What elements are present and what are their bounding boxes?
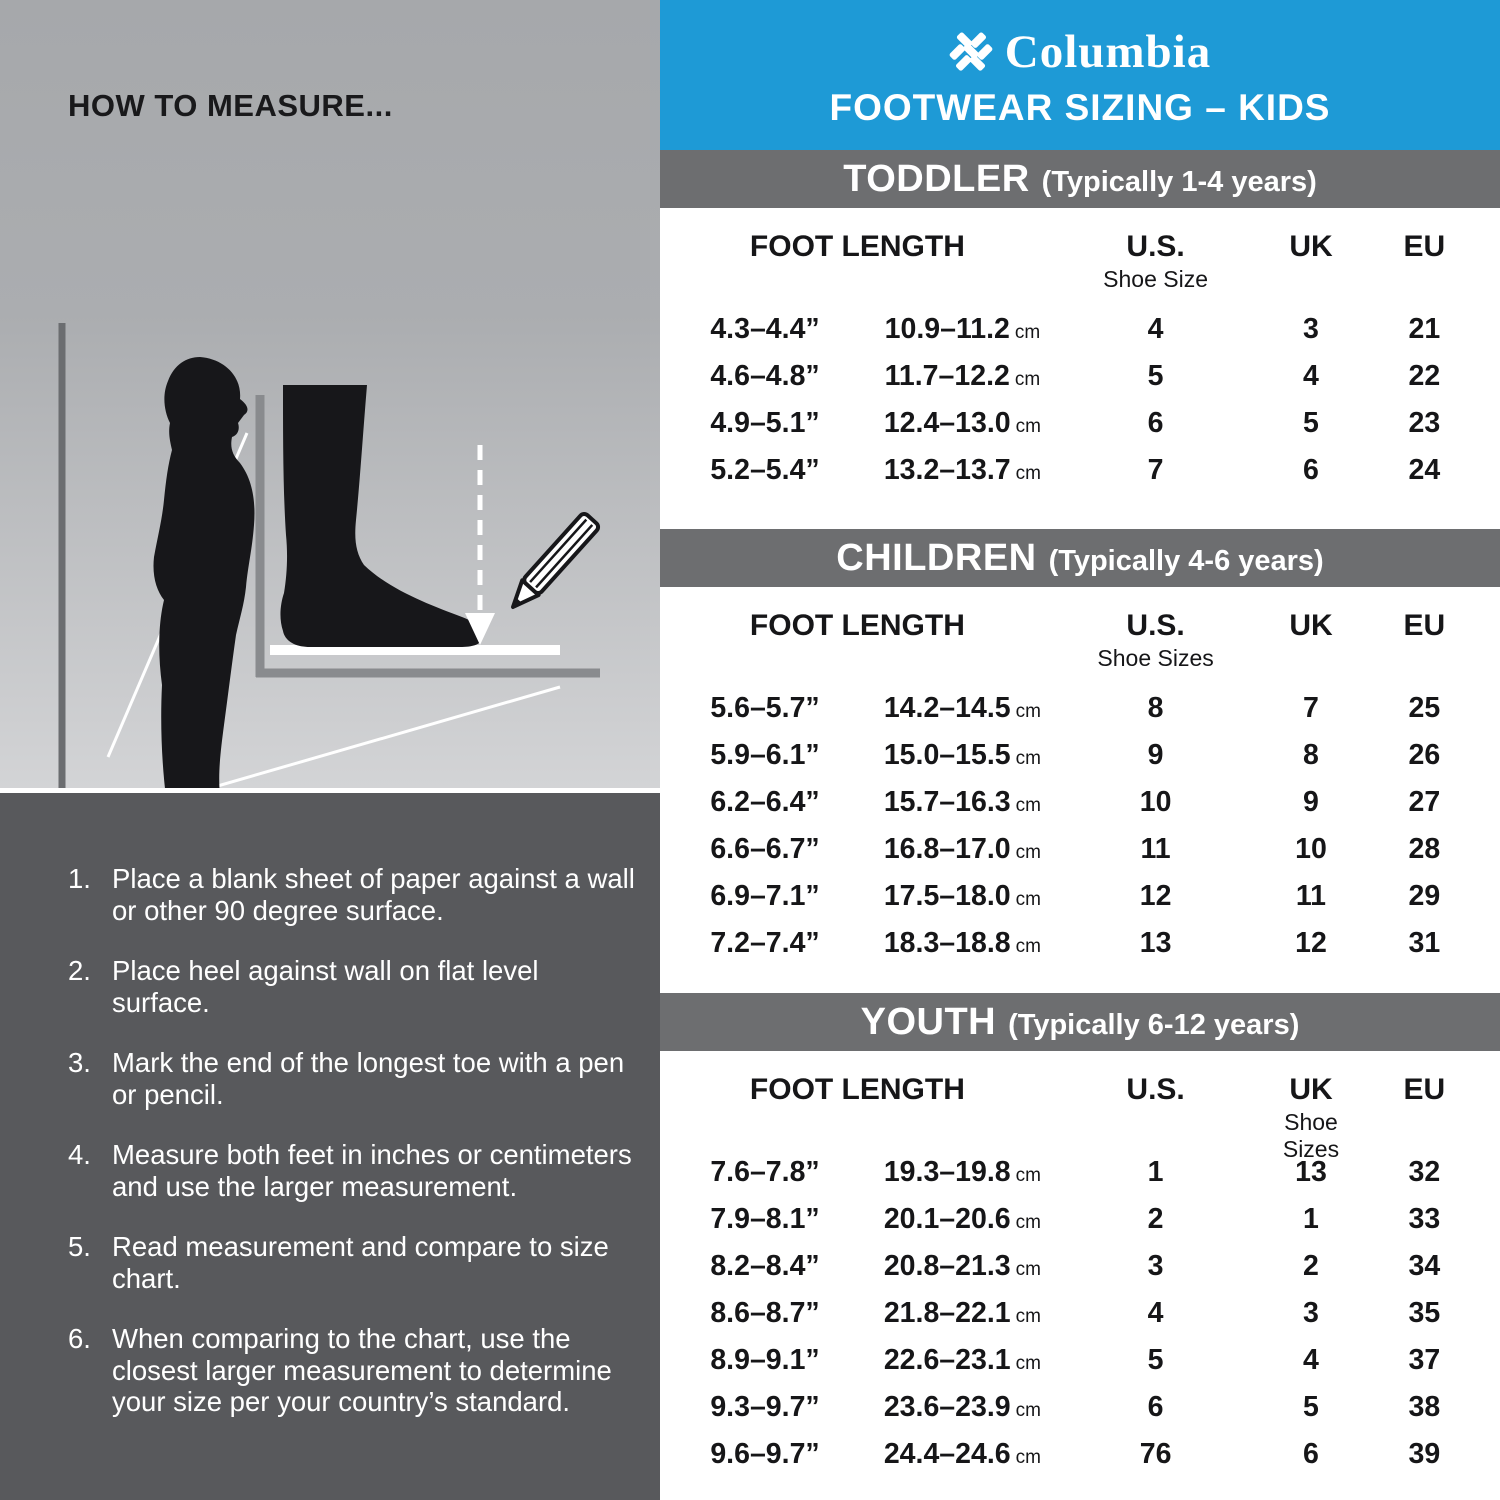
cm-unit-label: cm — [1015, 1400, 1041, 1421]
us-size-value: 9 — [1147, 739, 1164, 771]
shoe-size-subline: Shoe Sizes — [1282, 1109, 1340, 1162]
foot-length-cm-value: 21.8–22.1 cm — [883, 1297, 1041, 1329]
cm-unit-label: cm — [1015, 1353, 1041, 1374]
table-row — [660, 447, 1500, 494]
foot-length-inches-value: 8.9–9.1” — [710, 1344, 820, 1376]
us-size-value: 10 — [1139, 786, 1172, 818]
table-subheader-row — [660, 645, 1500, 677]
foot-length-inches-value: 8.6–8.7” — [710, 1297, 820, 1329]
brand-header — [660, 0, 1500, 150]
cm-unit-label: cm — [1015, 701, 1041, 722]
eu-size-value: 38 — [1408, 1391, 1441, 1423]
measure-illustration-area — [0, 0, 660, 788]
table-row — [660, 353, 1500, 400]
cm-unit-label: cm — [1014, 369, 1041, 390]
section-band — [660, 150, 1500, 208]
cm-unit-label: cm — [1015, 1447, 1041, 1468]
col-header-eu: EU — [1403, 1073, 1446, 1106]
foot-length-inches-value: 5.6–5.7” — [710, 692, 820, 724]
col-header-uk: UK — [1289, 609, 1333, 642]
cm-unit-label: cm — [1015, 889, 1041, 910]
table-row — [660, 873, 1500, 920]
how-to-measure-title: HOW TO MEASURE... — [68, 88, 393, 123]
section-name: TODDLER — [843, 158, 1030, 200]
brand-name: Columbia — [1004, 26, 1212, 78]
eu-size-value: 21 — [1408, 313, 1441, 345]
section-age-note: (Typically 1-4 years) — [1041, 166, 1317, 198]
us-size-value: 6 — [1147, 1391, 1164, 1423]
eu-size-value: 22 — [1408, 360, 1441, 392]
uk-size-value: 4 — [1303, 360, 1319, 392]
foot-length-cm-value: 22.6–23.1 cm — [883, 1344, 1041, 1376]
table-rows — [660, 1149, 1500, 1478]
us-size-value: 7 — [1147, 454, 1164, 486]
person-silhouette — [153, 357, 264, 809]
cm-unit-label: cm — [1015, 842, 1041, 863]
size-table — [660, 587, 1500, 967]
foot-length-inches-value: 4.3–4.4” — [710, 313, 820, 345]
eu-size-value: 31 — [1408, 927, 1441, 959]
cm-unit-label: cm — [1015, 748, 1041, 769]
foot-length-inches-value: 6.9–7.1” — [710, 880, 820, 912]
foot-silhouette — [280, 385, 482, 647]
foot-length-inches-value: 4.9–5.1” — [710, 407, 820, 439]
us-size-value: 1 — [1147, 1156, 1164, 1188]
table-row — [660, 1149, 1500, 1196]
size-table — [660, 208, 1500, 494]
foot-length-cm-value: 24.4–24.6 cm — [883, 1438, 1041, 1470]
table-row — [660, 826, 1500, 873]
shoe-size-subline — [1055, 1109, 1257, 1141]
eu-size-value: 37 — [1408, 1344, 1441, 1376]
uk-size-value: 10 — [1295, 833, 1327, 865]
foot-length-inches-value: 6.2–6.4” — [710, 786, 820, 818]
cm-unit-label: cm — [1015, 416, 1041, 437]
cm-unit-label: cm — [1015, 1259, 1041, 1280]
foot-length-inches-value: 5.9–6.1” — [710, 739, 820, 771]
foot-length-cm-value: 15.7–16.3 cm — [883, 786, 1041, 818]
foot-length-inches-value: 4.6–4.8” — [710, 360, 820, 392]
eu-size-value: 34 — [1408, 1250, 1441, 1282]
eu-size-value: 26 — [1408, 739, 1441, 771]
table-row — [660, 1243, 1500, 1290]
uk-size-value: 2 — [1303, 1250, 1319, 1282]
uk-size-value: 13 — [1295, 1156, 1327, 1188]
table-row — [660, 1384, 1500, 1431]
instruction-item: 5. Read measurement and compare to size chart. — [68, 1231, 609, 1294]
section-toddler — [660, 150, 1500, 494]
table-row — [660, 1431, 1500, 1478]
col-header-us: U.S. — [1126, 1073, 1185, 1106]
us-size-value: 76 — [1139, 1438, 1172, 1470]
foot-length-cm-value: 20.1–20.6 cm — [883, 1203, 1041, 1235]
col-header-eu: EU — [1403, 609, 1446, 642]
foot-length-cm-value: 12.4–13.0 cm — [883, 407, 1041, 439]
section-age-note: (Typically 4-6 years) — [1048, 545, 1324, 577]
section-youth — [660, 993, 1500, 1478]
uk-size-value: 6 — [1303, 1438, 1319, 1470]
foot-length-cm-value: 16.8–17.0 cm — [883, 833, 1041, 865]
pencil-icon — [505, 512, 600, 614]
eu-size-value: 28 — [1408, 833, 1441, 865]
table-row — [660, 1337, 1500, 1384]
shoe-size-subline: Shoe Sizes — [1097, 645, 1214, 671]
foot-length-inches-value: 6.6–6.7” — [710, 833, 820, 865]
foot-length-cm-value: 11.7–12.2 cm — [884, 360, 1041, 392]
eu-size-value: 25 — [1408, 692, 1441, 724]
section-name: CHILDREN — [836, 537, 1037, 579]
table-row — [660, 400, 1500, 447]
foot-length-inches-value: 8.2–8.4” — [710, 1250, 820, 1282]
eu-size-value: 23 — [1408, 407, 1441, 439]
size-table — [660, 1051, 1500, 1478]
uk-size-value: 1 — [1303, 1203, 1319, 1235]
shoe-size-subline — [1256, 645, 1365, 677]
table-rows — [660, 306, 1500, 494]
how-to-measure-panel — [0, 0, 660, 1500]
table-header-row — [660, 220, 1500, 264]
uk-size-value: 6 — [1303, 454, 1319, 486]
instruction-item: 6. When comparing to the chart, use the closest larger measurement to determine your size per your country’s standard. — [68, 1323, 612, 1417]
section-band — [660, 529, 1500, 587]
section-age-note: (Typically 6-12 years) — [1008, 1009, 1300, 1041]
table-row — [660, 779, 1500, 826]
us-size-value: 13 — [1139, 927, 1172, 959]
us-size-value: 4 — [1147, 1297, 1164, 1329]
uk-size-value: 5 — [1303, 1391, 1319, 1423]
foot-length-cm-value: 14.2–14.5 cm — [883, 692, 1041, 724]
foot-length-inches-value: 7.6–7.8” — [710, 1156, 820, 1188]
table-subheader-row — [660, 1109, 1500, 1162]
eu-size-value: 27 — [1408, 786, 1441, 818]
foot-length-cm-value: 23.6–23.9 cm — [883, 1391, 1041, 1423]
instruction-item: 4. Measure both feet in inches or centimeters and use the larger measurement. — [68, 1139, 632, 1202]
instruction-item: 1. Place a blank sheet of paper against a wall or other 90 degree surface. — [68, 863, 635, 926]
us-size-value: 3 — [1147, 1250, 1164, 1282]
uk-size-value: 4 — [1303, 1344, 1319, 1376]
eu-size-value: 35 — [1408, 1297, 1441, 1329]
table-header-row — [660, 599, 1500, 643]
col-header-uk: UK — [1289, 1073, 1333, 1106]
instruction-item: 3. Mark the end of the longest toe with a pen or pencil. — [68, 1047, 625, 1110]
table-rows — [660, 685, 1500, 967]
us-size-value: 5 — [1147, 1344, 1164, 1376]
shoe-size-subline — [1256, 266, 1365, 298]
uk-size-value: 3 — [1303, 313, 1319, 345]
cm-unit-label: cm — [1015, 795, 1041, 816]
uk-size-value: 5 — [1303, 407, 1319, 439]
col-header-eu: EU — [1403, 230, 1446, 263]
cm-unit-label: cm — [1015, 1212, 1041, 1233]
cm-unit-label: cm — [1015, 936, 1041, 957]
sizing-chart-panel — [660, 0, 1500, 1500]
measuring-illustration — [0, 295, 660, 815]
foot-length-cm-value: 10.9–11.2 cm — [884, 313, 1041, 345]
brand-row — [949, 25, 1212, 79]
foot-length-cm-value: 19.3–19.8 cm — [883, 1156, 1041, 1188]
instructions-panel — [0, 788, 660, 1500]
us-size-value: 12 — [1139, 880, 1172, 912]
table-row — [660, 920, 1500, 967]
col-header-us: U.S. — [1126, 230, 1185, 263]
us-size-value: 11 — [1140, 833, 1171, 865]
us-size-value: 8 — [1147, 692, 1164, 724]
cm-unit-label: cm — [1015, 463, 1041, 484]
col-header-us: U.S. — [1126, 609, 1185, 642]
page-title: FOOTWEAR SIZING – KIDS — [829, 87, 1331, 128]
col-header-foot-length: FOOT LENGTH — [749, 230, 965, 263]
shoe-size-subline: Shoe Size — [1103, 266, 1209, 292]
eu-size-value: 33 — [1408, 1203, 1441, 1235]
eu-size-value: 39 — [1408, 1438, 1441, 1470]
foot-length-inches-value: 7.9–8.1” — [710, 1203, 820, 1235]
table-row — [660, 732, 1500, 779]
table-header-row — [660, 1063, 1500, 1107]
eu-size-value: 24 — [1408, 454, 1441, 486]
instruction-item: 2. Place heel against wall on flat level surface. — [68, 955, 539, 1018]
section-children — [660, 529, 1500, 967]
uk-size-value: 8 — [1303, 739, 1319, 771]
section-band — [660, 993, 1500, 1051]
foot-length-cm-value: 17.5–18.0 cm — [883, 880, 1041, 912]
table-row — [660, 1290, 1500, 1337]
us-size-value: 4 — [1147, 313, 1164, 345]
foot-length-inches-value: 9.3–9.7” — [710, 1391, 820, 1423]
foot-length-cm-value: 13.2–13.7 cm — [883, 454, 1041, 486]
table-subheader-row — [660, 266, 1500, 298]
cm-unit-label: cm — [1015, 1306, 1041, 1327]
instructions-list — [0, 793, 660, 1418]
us-size-value: 5 — [1147, 360, 1164, 392]
foot-length-cm-value: 20.8–21.3 cm — [883, 1250, 1041, 1282]
uk-size-value: 9 — [1303, 786, 1319, 818]
cm-unit-label: cm — [1015, 1165, 1041, 1186]
section-name: YOUTH — [860, 1001, 997, 1043]
table-row — [660, 685, 1500, 732]
col-header-foot-length: FOOT LENGTH — [749, 609, 965, 642]
foot-length-inches-value: 9.6–9.7” — [710, 1438, 820, 1470]
table-row — [660, 1196, 1500, 1243]
foot-length-cm-value: 18.3–18.8 cm — [883, 927, 1041, 959]
eu-size-value: 32 — [1408, 1156, 1441, 1188]
columbia-diamond-logo-icon — [949, 32, 993, 72]
foot-length-cm-value: 15.0–15.5 cm — [883, 739, 1041, 771]
eu-size-value: 29 — [1408, 880, 1441, 912]
uk-size-value: 3 — [1303, 1297, 1319, 1329]
table-row — [660, 306, 1500, 353]
col-header-foot-length: FOOT LENGTH — [749, 1073, 965, 1106]
col-header-uk: UK — [1289, 230, 1333, 263]
us-size-value: 2 — [1147, 1203, 1164, 1235]
foot-length-inches-value: 7.2–7.4” — [710, 927, 820, 959]
measure-down-arrow-icon — [465, 445, 495, 645]
cm-unit-label: cm — [1014, 322, 1041, 343]
us-size-value: 6 — [1147, 407, 1164, 439]
foot-length-inches-value: 5.2–5.4” — [710, 454, 820, 486]
uk-size-value: 11 — [1295, 880, 1327, 912]
uk-size-value: 7 — [1303, 692, 1319, 724]
uk-size-value: 12 — [1295, 927, 1327, 959]
